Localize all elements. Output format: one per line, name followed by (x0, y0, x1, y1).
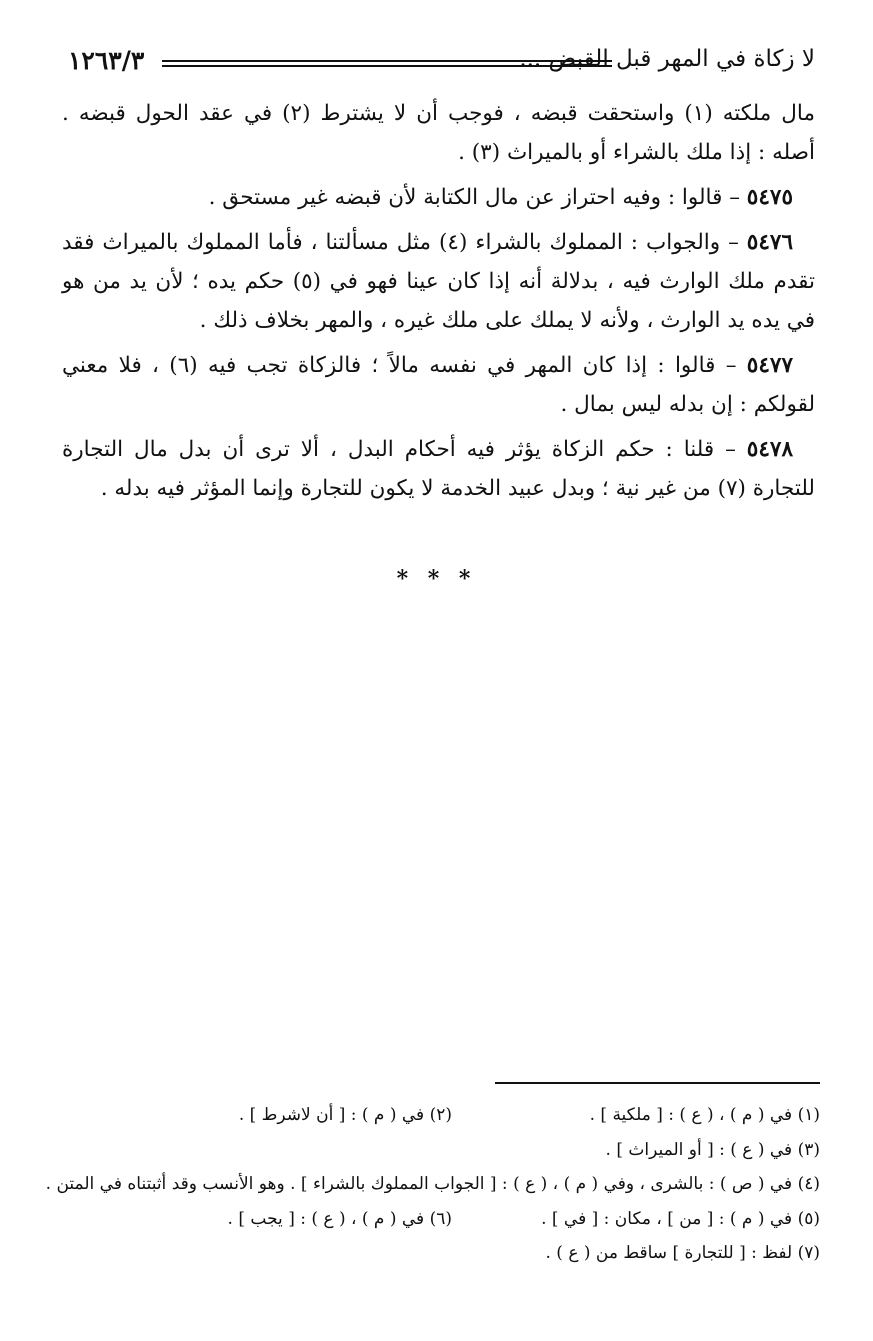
paragraph-continuation (62, 94, 815, 172)
footnote-row (62, 1236, 820, 1271)
running-header (62, 42, 815, 78)
footnote-row (62, 1202, 820, 1237)
footnote-6: (٦) في ( م ) ، ( ع ) : [ يجب ] . (227, 1208, 452, 1229)
paragraph-text: – قالوا : إذا كان المهر في نفسه مالاً ؛ فالزكاة تجب فيه (٦) ، فلا معني لقولكم : إن بدله ليس بمال . (62, 353, 815, 417)
paragraph-number: ٥٤٧٥ (746, 185, 793, 210)
footnote-5: (٥) في ( م ) : [ من ] ، مكان : [ في ] . (541, 1208, 820, 1229)
header-title: لا زكاة في المهر قبل القبض ... (519, 46, 815, 72)
footnote-7: (٧) لفظ : [ للتجارة ] ساقط من ( ع ) . (545, 1243, 820, 1263)
paragraph-text: – قالوا : وفيه احتراز عن مال الكتابة لأن قبضه غير مستحق . (208, 185, 747, 210)
paragraph-5475 (62, 178, 815, 217)
section-ornament: * * * (396, 566, 477, 592)
main-text (62, 94, 815, 514)
paragraph-5478 (62, 430, 815, 508)
footnote-row (62, 1098, 820, 1133)
page-number: ١٢٦٣/٣ (68, 46, 145, 75)
footnote-3: (٣) في ( ع ) : [ أو الميراث ] . (605, 1139, 820, 1160)
footnotes (45, 1098, 820, 1271)
footnote-row (45, 1167, 820, 1202)
paragraph-text: – والجواب : المملوك بالشراء (٤) مثل مسألتنا ، فأما المملوك بالميراث فقد تقدم ملك الوارث فيه ، بدلالة أنه إذا كان عينا فهو في (٥) حكم يده ؛ لأن يد من هو في يده يد الوارث ، ولأنه لا يملك على ملك غيره ، والمهر بخلاف ذلك . (62, 230, 816, 333)
paragraph-number: ٥٤٧٧ (746, 353, 793, 378)
paragraph-5477 (62, 346, 815, 424)
paragraph-number: ٥٤٧٨ (746, 437, 793, 462)
footnote-row (62, 1133, 820, 1168)
footnote-2: (٢) في ( م ) : [ أن لاشرط ] . (238, 1105, 452, 1125)
paragraph-5476 (62, 223, 815, 340)
paragraph-text: مال ملكته (١) واستحقت قبضه ، فوجب أن لا يشترط (٢) في عقد الحول قبضه . أصله : إذا ملك بالشراء أو بالميراث (٣) . (62, 101, 815, 165)
footnote-4: (٤) في ( ص ) : بالشرى ، وفي ( م ) ، ( ع ) : [ الجواب المملوك بالشراء ] . وهو الأنسب وقد أثبتناه في المتن . (45, 1174, 820, 1194)
paragraph-number: ٥٤٧٦ (746, 230, 793, 255)
paragraph-text: – قلنا : حكم الزكاة يؤثر فيه أحكام البدل ، ألا ترى أن بدل مال التجارة للتجارة (٧) من غير نية ؛ وبدل عبيد الخدمة لا يكون للتجارة وإنما المؤثر فيه بدله . (62, 437, 815, 501)
footnote-separator (495, 1082, 820, 1084)
footnote-1: (١) في ( م ) ، ( ع ) : [ ملكية ] . (589, 1105, 820, 1125)
